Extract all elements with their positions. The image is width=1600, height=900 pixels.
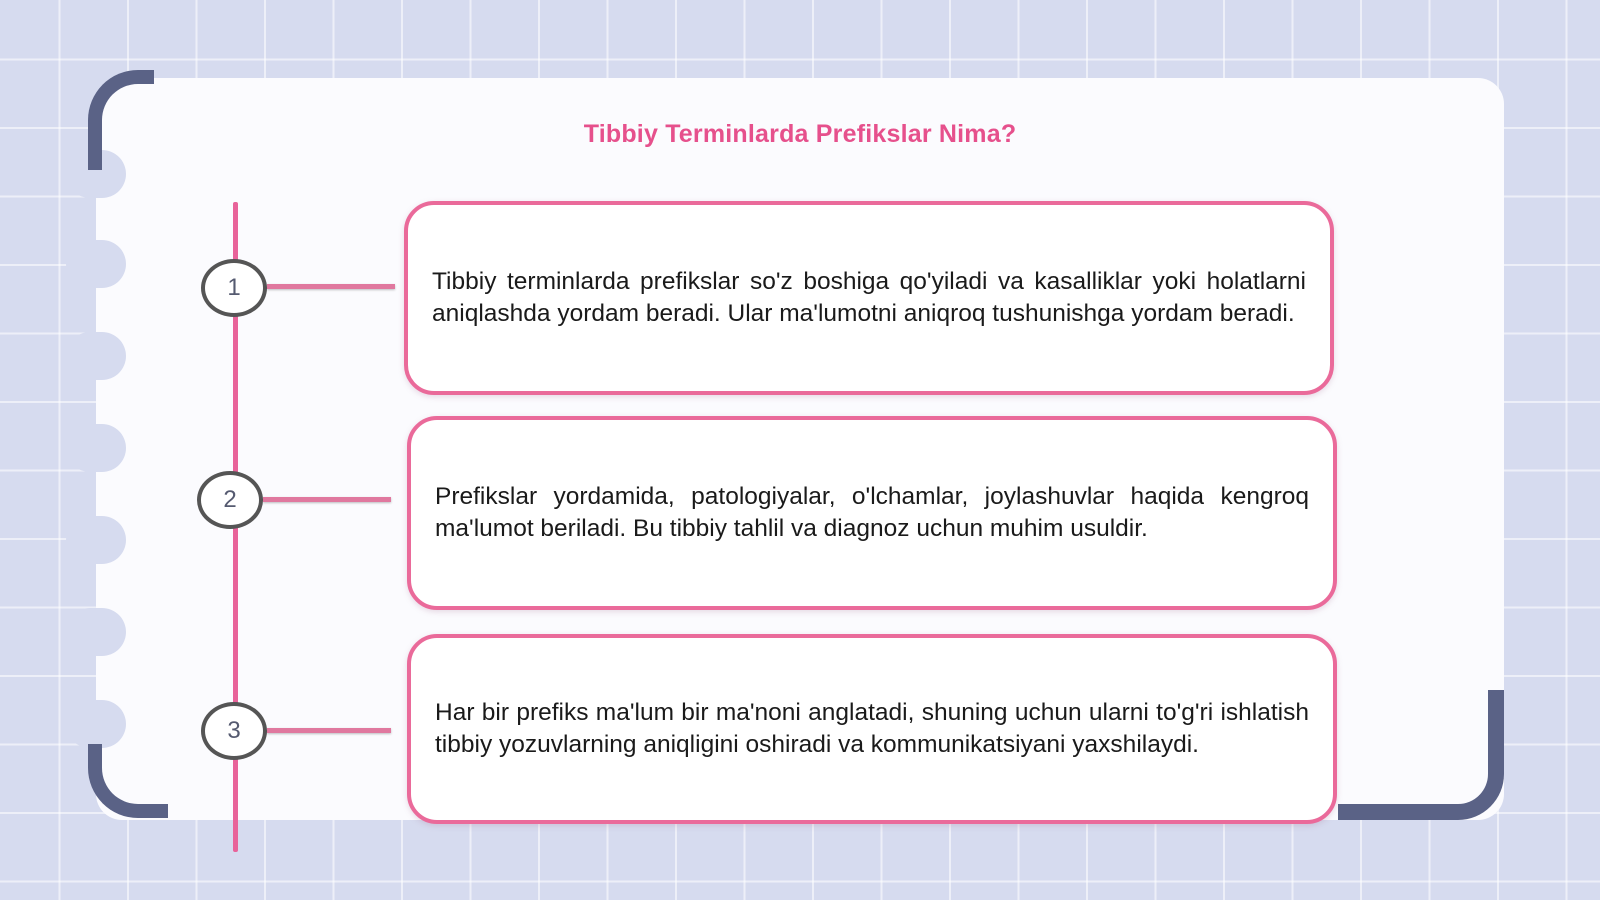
step-number-1: 1 (201, 259, 267, 317)
binding-notch (66, 424, 126, 472)
step-card-3 (407, 634, 1337, 824)
corner-bracket-top-left (88, 70, 154, 170)
binding-notch (66, 608, 126, 656)
slide-title: Tibbiy Terminlarda Prefikslar Nima? (583, 120, 1017, 148)
step-card-1 (404, 201, 1334, 395)
step-number-2: 2 (197, 471, 263, 529)
step-text-2: Prefikslar yordamida, patologiyalar, o'lchamlar, joylashuvlar haqida kengroq ma'lumot beriladi. Bu tibbiy tahlil va diagnoz uchun muhim usuldir. (435, 483, 1309, 542)
binding-notch (66, 240, 126, 288)
step-text-1: Tibbiy terminlarda prefikslar so'z boshiga qo'yiladi va kasalliklar yoki holatlarni aniqlashda yordam beradi. Ular ma'lumotni aniqroq tushunishga yordam beradi. (432, 268, 1306, 327)
binding-notch (66, 700, 126, 748)
step-text-3: Har bir prefiks ma'lum bir ma'noni anglatadi, shuning uchun ularni to'g'ri ishlatish tibbiy yozuvlarning aniqligini oshiradi va kommunikatsiyani yaxshilaydi. (435, 699, 1309, 758)
step-number-3: 3 (201, 702, 267, 760)
binding-notch (66, 516, 126, 564)
step-connector-2 (263, 497, 391, 502)
binding-notch (66, 332, 126, 380)
step-connector-1 (267, 284, 395, 289)
step-connector-3 (267, 728, 391, 733)
step-card-2 (407, 416, 1337, 610)
corner-bracket-bottom-right (1338, 690, 1504, 820)
